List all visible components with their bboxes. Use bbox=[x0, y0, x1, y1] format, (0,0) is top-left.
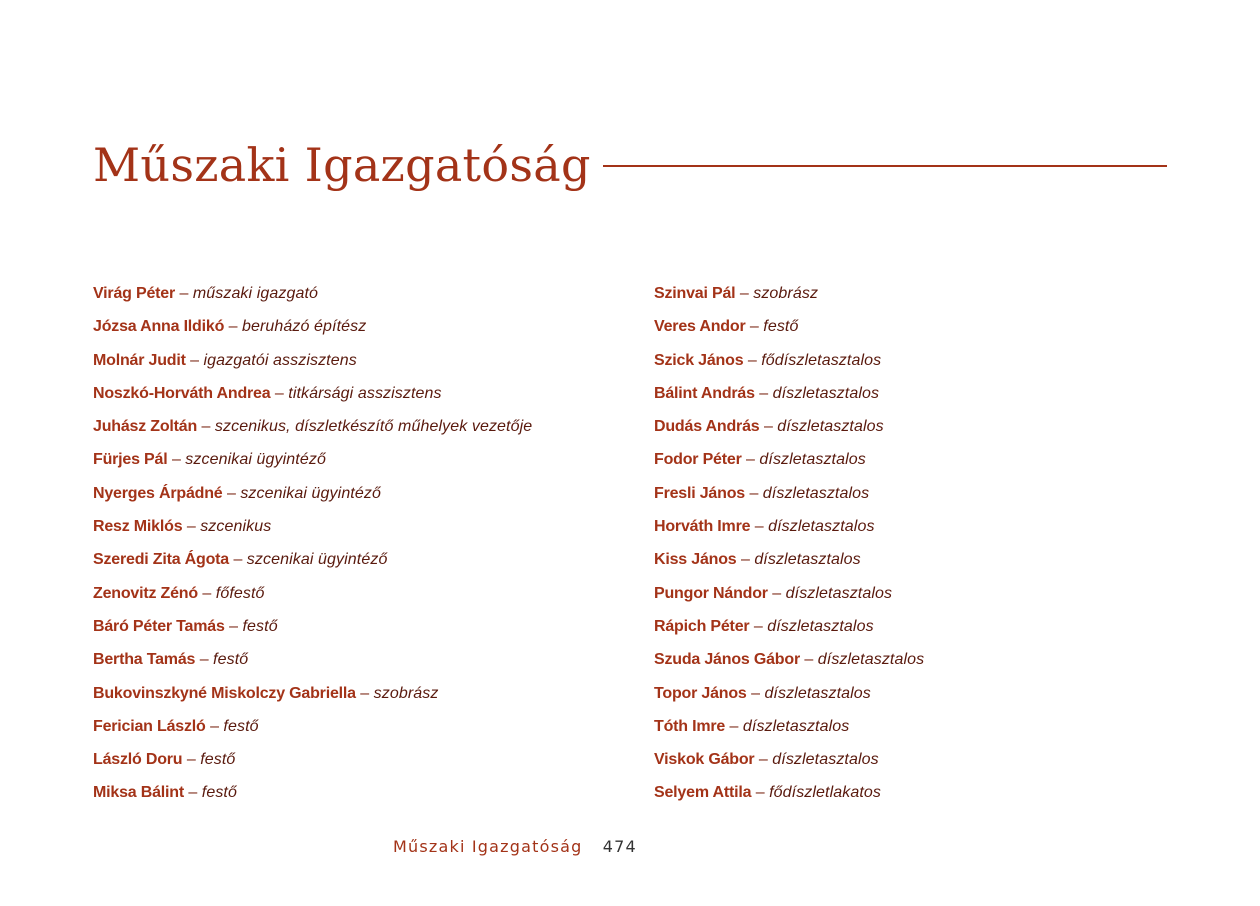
staff-entry bbox=[93, 416, 633, 449]
staff-name: Ferician László bbox=[93, 717, 206, 735]
staff-name: Rápich Péter bbox=[654, 617, 750, 635]
separator-dash: – bbox=[746, 451, 755, 469]
staff-name: Tóth Imre bbox=[654, 717, 726, 735]
separator-dash: – bbox=[229, 617, 239, 635]
separator-dash: – bbox=[360, 684, 370, 702]
staff-role: műszaki igazgató bbox=[192, 285, 319, 302]
staff-name: Nyerges Árpádné bbox=[93, 484, 223, 502]
staff-name: Szeredi Zita Ágota bbox=[93, 551, 229, 569]
staff-name: Bálint András bbox=[654, 384, 755, 402]
staff-role: festő bbox=[213, 651, 249, 669]
footer-section-label: Műszaki Igazgatóság bbox=[393, 837, 583, 856]
staff-name: Fresli János bbox=[654, 484, 745, 502]
staff-name: Juhász Zoltán bbox=[93, 418, 198, 436]
staff-role: díszletasztalos bbox=[762, 484, 870, 502]
separator-dash: – bbox=[739, 285, 749, 302]
separator-dash: – bbox=[199, 651, 209, 669]
staff-name: Bertha Tamás bbox=[93, 651, 196, 669]
separator-dash: – bbox=[758, 751, 768, 769]
staff-role: díszletasztalos bbox=[772, 384, 880, 402]
staff-name: Szick János bbox=[654, 351, 744, 369]
left-staff-column bbox=[93, 283, 633, 816]
page-footer bbox=[393, 837, 637, 856]
staff-name: Józsa Anna Ildikó bbox=[93, 318, 225, 336]
staff-role: díszletasztalos bbox=[767, 617, 874, 635]
staff-name: Pungor Nándor bbox=[654, 584, 768, 602]
staff-entry bbox=[93, 583, 633, 616]
staff-role: szcenikai ügyintéző bbox=[240, 484, 381, 502]
staff-role: díszletasztalos bbox=[742, 717, 850, 735]
separator-dash: – bbox=[740, 551, 750, 569]
staff-entry bbox=[93, 449, 633, 482]
staff-entry bbox=[654, 749, 1214, 782]
separator-dash: – bbox=[754, 518, 764, 536]
staff-entry bbox=[654, 583, 1214, 616]
staff-entry bbox=[93, 283, 633, 316]
staff-entry bbox=[654, 683, 1214, 716]
staff-name: Dudás András bbox=[654, 418, 760, 436]
separator-dash: – bbox=[202, 584, 212, 602]
staff-role: díszletasztalos bbox=[768, 518, 875, 536]
separator-dash: – bbox=[233, 551, 243, 569]
staff-name: Szinvai Pál bbox=[654, 285, 736, 302]
staff-name: Virág Péter bbox=[93, 285, 175, 302]
staff-role: festő bbox=[242, 617, 278, 635]
staff-name: Noszkó-Horváth Andrea bbox=[93, 384, 271, 402]
staff-role: festő bbox=[201, 784, 237, 802]
staff-role: szcenikai ügyintéző bbox=[246, 551, 388, 569]
separator-dash: – bbox=[749, 318, 759, 336]
separator-dash: – bbox=[201, 418, 211, 436]
separator-dash: – bbox=[186, 751, 196, 769]
staff-role: szcenikai ügyintéző bbox=[185, 451, 326, 469]
separator-dash: – bbox=[171, 451, 181, 469]
staff-name: Resz Miklós bbox=[93, 518, 183, 536]
separator-dash: – bbox=[763, 418, 773, 436]
separator-dash: – bbox=[186, 518, 196, 536]
staff-role: szcenikus bbox=[200, 518, 272, 536]
staff-role: díszletasztalos bbox=[772, 751, 879, 769]
staff-role: díszletasztalos bbox=[785, 584, 893, 602]
staff-role: díszletasztalos bbox=[764, 684, 871, 702]
staff-entry bbox=[93, 782, 633, 815]
staff-entry bbox=[93, 749, 633, 782]
staff-entry bbox=[93, 383, 633, 416]
staff-role: titkársági asszisztens bbox=[288, 384, 442, 402]
staff-entry bbox=[654, 283, 1214, 316]
staff-entry bbox=[654, 416, 1214, 449]
staff-entry bbox=[93, 616, 633, 649]
staff-role: szobrász bbox=[753, 285, 819, 302]
staff-entry bbox=[654, 716, 1214, 749]
staff-entry bbox=[93, 483, 633, 516]
staff-role: díszletasztalos bbox=[759, 451, 866, 469]
staff-name: Viskok Gábor bbox=[654, 751, 755, 769]
staff-entry bbox=[654, 316, 1214, 349]
staff-entry bbox=[93, 350, 633, 383]
staff-name: László Doru bbox=[93, 751, 183, 769]
separator-dash: – bbox=[190, 351, 200, 369]
staff-entry bbox=[93, 716, 633, 749]
staff-entry bbox=[654, 516, 1214, 549]
separator-dash: – bbox=[749, 484, 759, 502]
staff-entry bbox=[654, 483, 1214, 516]
staff-role: festő bbox=[223, 717, 259, 735]
staff-name: Topor János bbox=[654, 684, 747, 702]
staff-entry bbox=[654, 616, 1214, 649]
staff-role: fődíszletlakatos bbox=[769, 784, 881, 802]
staff-entry bbox=[654, 449, 1214, 482]
separator-dash: – bbox=[226, 484, 236, 502]
staff-entry bbox=[654, 383, 1214, 416]
staff-role: fődíszletasztalos bbox=[761, 351, 882, 369]
staff-entry bbox=[654, 549, 1214, 582]
separator-dash: – bbox=[274, 384, 284, 402]
staff-role: beruházó építész bbox=[241, 318, 367, 336]
title-row bbox=[93, 118, 1167, 192]
staff-role: főfestő bbox=[215, 584, 265, 602]
separator-dash: – bbox=[755, 784, 765, 802]
staff-role: díszletasztalos bbox=[777, 418, 884, 436]
staff-name: Molnár Judit bbox=[93, 351, 186, 369]
staff-role: festő bbox=[200, 751, 236, 769]
right-staff-column bbox=[654, 283, 1214, 816]
staff-entry bbox=[93, 516, 633, 549]
staff-entry bbox=[93, 649, 633, 682]
staff-name: Miksa Bálint bbox=[93, 784, 184, 802]
separator-dash: – bbox=[772, 584, 782, 602]
staff-role: festő bbox=[763, 318, 799, 336]
staff-name: Zenovitz Zénó bbox=[93, 584, 198, 602]
page-title: Műszaki Igazgatóság bbox=[93, 138, 591, 192]
staff-name: Bukovinszkyné Miskolczy Gabriella bbox=[93, 684, 356, 702]
separator-dash: – bbox=[729, 717, 739, 735]
separator-dash: – bbox=[210, 717, 219, 735]
separator-dash: – bbox=[759, 384, 769, 402]
staff-name: Fodor Péter bbox=[654, 451, 742, 469]
separator-dash: – bbox=[753, 617, 763, 635]
staff-role: igazgatói asszisztens bbox=[203, 351, 357, 369]
separator-dash: – bbox=[188, 784, 198, 802]
staff-entry bbox=[654, 649, 1214, 682]
staff-name: Báró Péter Tamás bbox=[93, 617, 225, 635]
staff-role: díszletasztalos bbox=[754, 551, 861, 569]
staff-role: szobrász bbox=[373, 684, 439, 702]
separator-dash: – bbox=[751, 684, 760, 702]
staff-entry bbox=[654, 782, 1214, 815]
separator-dash: – bbox=[228, 318, 238, 336]
staff-role: díszletasztalos bbox=[817, 651, 925, 669]
title-rule bbox=[603, 165, 1167, 167]
staff-role: szcenikus, díszletkészítő műhelyek vezetője bbox=[214, 418, 533, 436]
staff-name: Horváth Imre bbox=[654, 518, 751, 536]
staff-name: Kiss János bbox=[654, 551, 737, 569]
staff-name: Veres Andor bbox=[654, 318, 746, 336]
staff-entry bbox=[654, 350, 1214, 383]
staff-name: Szuda János Gábor bbox=[654, 651, 800, 669]
separator-dash: – bbox=[804, 651, 814, 669]
staff-name: Selyem Attila bbox=[654, 784, 752, 802]
staff-entry bbox=[93, 549, 633, 582]
page-number: 474 bbox=[602, 837, 637, 856]
staff-name: Fürjes Pál bbox=[93, 451, 168, 469]
staff-entry bbox=[93, 316, 633, 349]
separator-dash: – bbox=[747, 351, 757, 369]
separator-dash: – bbox=[179, 285, 189, 302]
staff-entry bbox=[93, 683, 633, 716]
